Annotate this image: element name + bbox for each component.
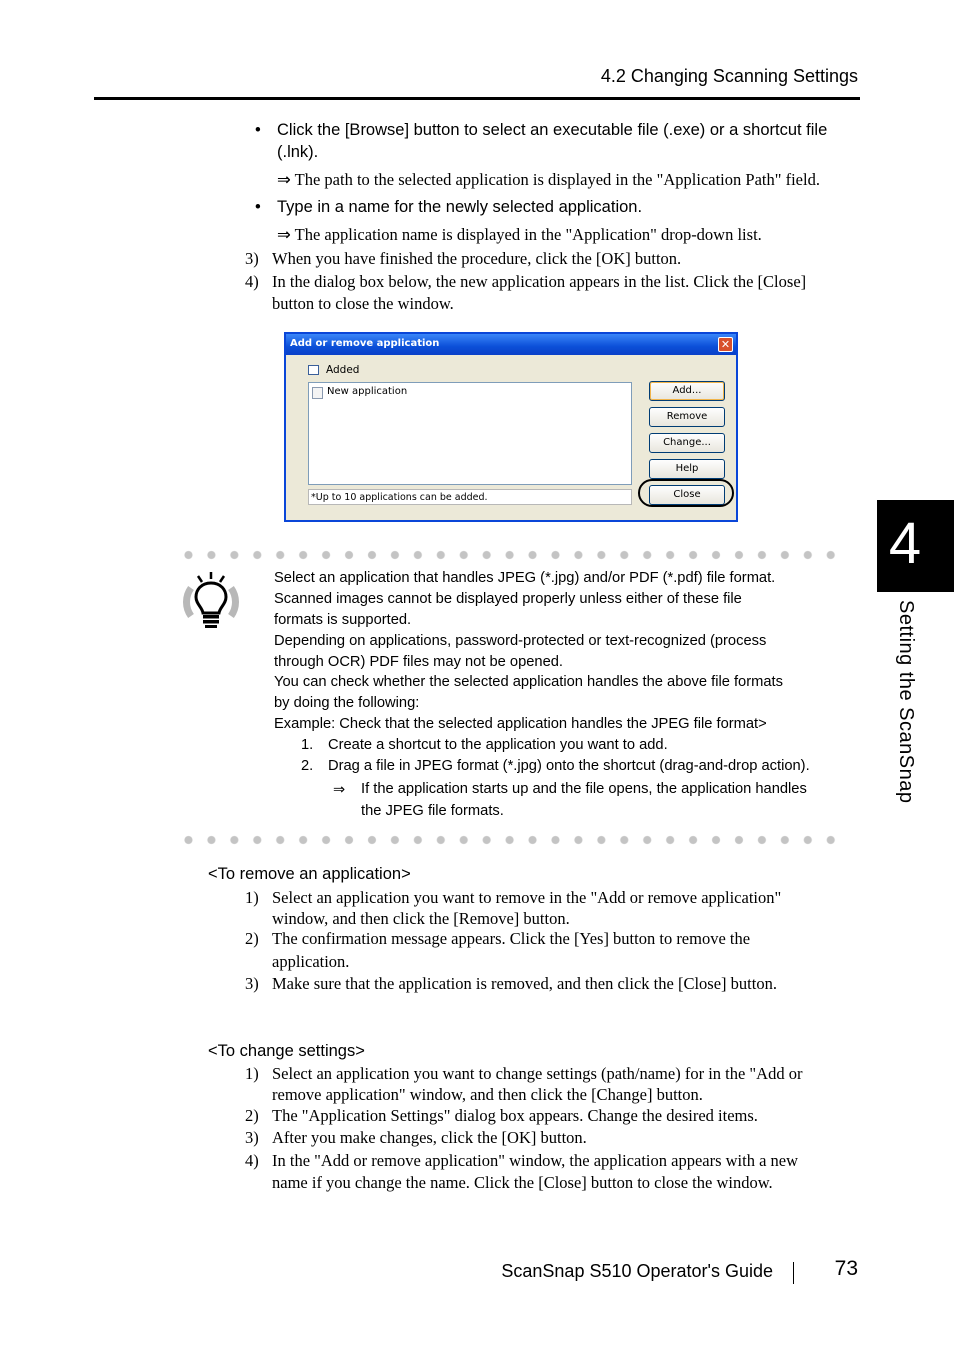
change-button[interactable]: Change... [649, 433, 725, 453]
step-number: 2) [245, 1106, 259, 1125]
dialog-title-bar [286, 334, 736, 355]
hint-line: Scanned images cannot be displayed properly unless either of these file [274, 591, 742, 607]
hint-item-text: Drag a file in JPEG format (*.jpg) onto the shortcut (drag-and-drop action). [328, 758, 810, 774]
footer-guide-title: ScanSnap S510 Operator's Guide [501, 1261, 773, 1281]
change-step-1-line-1: Select an application you want to change settings (path/name) for in the "Add or [272, 1064, 803, 1083]
bullet-1-line-1: Click the [Browse] button to select an executable file (.exe) or a shortcut file [277, 121, 828, 139]
chapter-side-label: Setting the ScanSnap [895, 600, 917, 804]
step-number: 3) [245, 974, 259, 993]
remove-step-1-line-1: Select an application you want to remove in the "Add or remove application" [272, 888, 782, 907]
section-header-title: 4.2 Changing Scanning Settings [600, 66, 858, 86]
header-rule [94, 97, 860, 100]
step-4-text-line-2: button to close the window. [272, 294, 454, 313]
application-list[interactable] [308, 382, 632, 485]
chapter-number: 4 [888, 511, 922, 576]
added-label: Added [326, 364, 360, 376]
step-number: 2) [245, 929, 259, 948]
application-icon [312, 387, 323, 399]
close-icon[interactable]: ✕ [718, 337, 733, 352]
step-3-text: When you have finished the procedure, click the [OK] button. [272, 249, 682, 268]
hint-result-line: the JPEG file formats. [361, 803, 504, 819]
bullet-1-result: ⇒ The path to the selected application is displayed in the "Application Path" field. [277, 170, 820, 189]
page-number: 73 [834, 1257, 858, 1280]
bullet-1-line-2: (.lnk). [277, 143, 319, 161]
note-text: *Up to 10 applications can be added. [311, 492, 488, 503]
hint-line: Select an application that handles JPEG (*.jpg) and/or PDF (*.pdf) file format. [274, 570, 776, 586]
hint-line: formats is supported. [274, 612, 412, 628]
footer-divider [793, 1262, 794, 1284]
dotted-rule-top [177, 550, 849, 560]
hint-item-text: Create a shortcut to the application you want to add. [328, 737, 668, 753]
bullet-dot: • [255, 198, 261, 216]
bullet-2-result: ⇒ The application name is displayed in the "Application" drop-down list. [277, 225, 762, 244]
remove-step-2-line-2: application. [272, 952, 350, 971]
change-step-2-text: The "Application Settings" dialog box appears. Change the desired items. [272, 1106, 758, 1125]
hint-result-line: If the application starts up and the file opens, the application handles [361, 781, 807, 797]
remove-button[interactable]: Remove [649, 407, 725, 427]
hint-item-number: 2. [301, 758, 314, 774]
step-number: 4) [245, 272, 259, 291]
change-step-1-line-2: remove application" window, and then click the [Change] button. [272, 1085, 703, 1104]
step-number: 3) [245, 1128, 259, 1147]
hint-item-number: 1. [301, 737, 314, 753]
result-arrow-icon: ⇒ [333, 782, 346, 798]
hint-line: through OCR) PDF files may not be opened. [274, 654, 563, 670]
bullet-dot: • [255, 121, 261, 139]
step-number: 4) [245, 1151, 259, 1170]
change-step-4-line-1: In the "Add or remove application" window, the application appears with a new [272, 1151, 799, 1170]
remove-section-heading: <To remove an application> [208, 865, 411, 883]
hint-line: by doing the following: [274, 695, 420, 711]
list-item[interactable]: New application [327, 386, 408, 397]
step-number: 1) [245, 1064, 259, 1083]
help-button[interactable]: Help [649, 459, 725, 479]
add-button[interactable]: Add... [649, 381, 725, 401]
add-remove-application-dialog [284, 332, 738, 522]
change-step-3-text: After you make changes, click the [OK] button. [272, 1128, 587, 1147]
change-step-4-line-2: name if you change the name. Click the [Close] button to close the window. [272, 1173, 773, 1192]
lightbulb-icon [181, 570, 241, 630]
dotted-rule-bottom [177, 835, 849, 845]
dialog-title: Add or remove application [290, 338, 440, 349]
step-number: 3) [245, 249, 259, 268]
bullet-2-line-1: Type in a name for the newly selected application. [277, 198, 643, 216]
hint-line: You can check whether the selected application handles the above file formats [274, 674, 783, 690]
window-icon [308, 365, 319, 375]
remove-step-2-line-1: The confirmation message appears. Click the [Yes] button to remove the [272, 929, 751, 948]
remove-step-1-line-2: window, and then click the [Remove] button. [272, 909, 570, 928]
step-number: 1) [245, 888, 259, 907]
step-4-text-line-1: In the dialog box below, the new application appears in the list. Click the [Close] [272, 272, 807, 291]
note-field [308, 489, 632, 505]
hint-line: Example: Check that the selected application handles the JPEG file format> [274, 716, 767, 732]
change-section-heading: <To change settings> [208, 1042, 365, 1060]
hint-line: Depending on applications, password-protected or text-recognized (process [274, 633, 767, 649]
close-button[interactable]: Close [649, 485, 725, 505]
remove-step-3-text: Make sure that the application is removed, and then click the [Close] button. [272, 974, 777, 993]
close-button-highlight [638, 479, 734, 507]
